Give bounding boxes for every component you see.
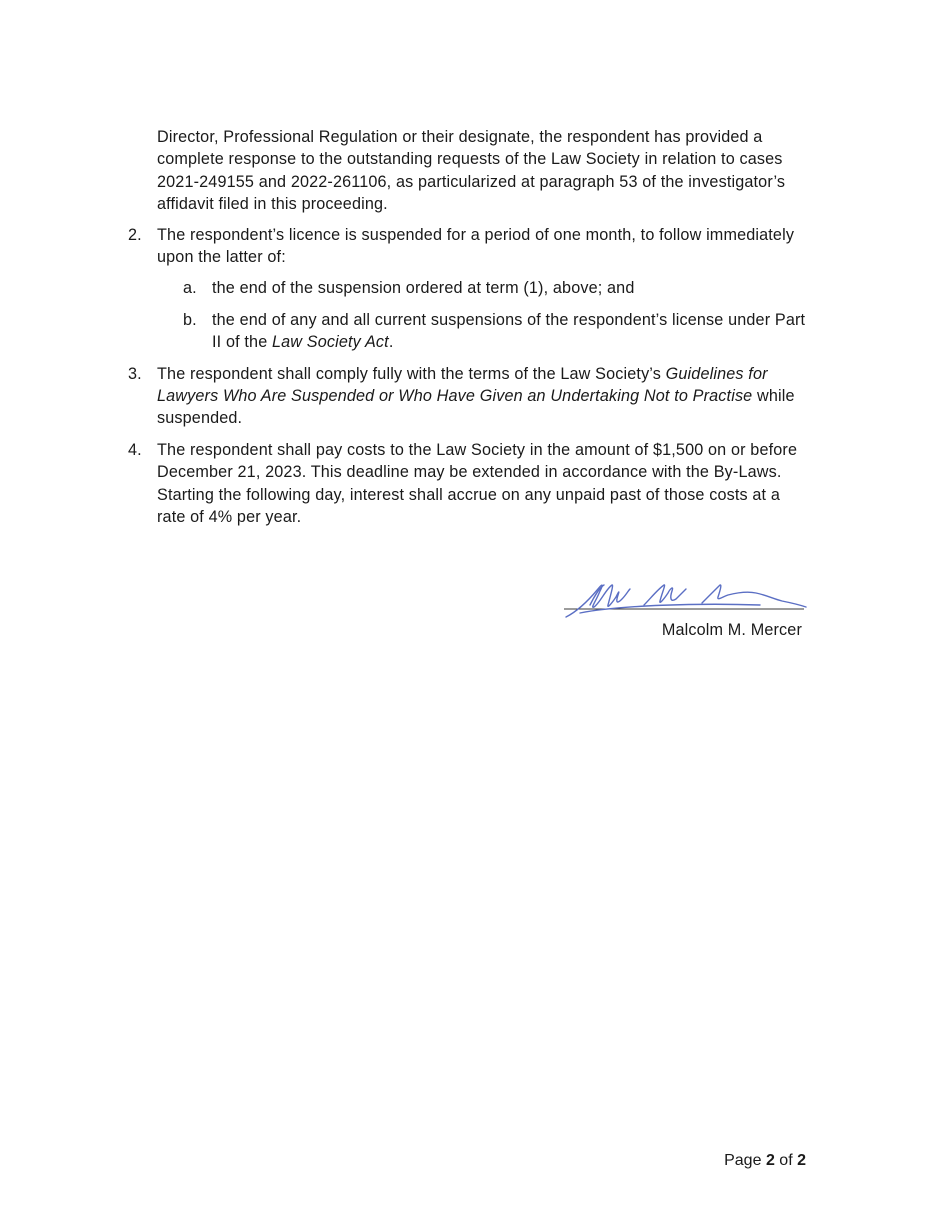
term-text xyxy=(157,363,812,430)
term-number: 3. xyxy=(128,364,142,383)
term-text-plain: The respondent shall comply fully with the terms of the Law Society’s xyxy=(157,364,666,383)
signatory-name: Malcolm M. Mercer xyxy=(661,621,802,639)
statute-title: Law Society Act xyxy=(272,333,389,352)
order-term-4 xyxy=(128,439,812,529)
page-label: Page xyxy=(724,1152,762,1169)
sub-term-a xyxy=(183,277,812,299)
sub-term-letter: a. xyxy=(183,279,197,298)
handwritten-signature xyxy=(560,575,812,623)
term-number: 2. xyxy=(128,225,142,244)
sub-term-text-end: . xyxy=(388,333,394,352)
order-term-2 xyxy=(128,224,812,354)
order-term-3 xyxy=(128,363,812,430)
term-text-end: while suspended. xyxy=(157,387,795,428)
document-body xyxy=(128,126,812,538)
page-number xyxy=(724,1151,806,1171)
sub-term-letter: b. xyxy=(183,310,197,329)
sub-term-b xyxy=(183,309,812,354)
term-text: The respondent’s licence is suspended for a period of one month, to follow immediately upon the latter of: xyxy=(157,225,795,267)
current-page: 2 xyxy=(765,1152,775,1169)
term-text: The respondent shall pay costs to the Law Society in the amount of $1,500 on or before December 21, 2023. This deadline may be extended in accordance with the By-Laws. Starting the following day, interest shall accrue on any unpaid past of those costs at a rate of 4% per year. xyxy=(157,440,798,527)
guidelines-title: Guidelines for Lawyers Who Are Suspended or Who Have Given an Undertaking Not to Practise xyxy=(157,364,768,406)
signature-block xyxy=(560,575,812,645)
continuation-paragraph: Director, Professional Regulation or their designate, the respondent has provided a complete response to the outstanding requests of the Law Society in relation to cases 2021-249155 and 2022-261106, as particularized at paragraph 53 of the investigator’s affidavit filed in this proceeding. xyxy=(157,128,786,214)
sub-term-text xyxy=(212,309,812,354)
total-pages: 2 xyxy=(797,1152,806,1169)
term-number: 4. xyxy=(128,440,142,459)
of-label: of xyxy=(779,1152,793,1169)
signature-ink xyxy=(566,585,806,617)
sub-term-text: the end of the suspension ordered at term (1), above; and xyxy=(212,279,635,298)
sub-term-text-plain: the end of any and all current suspensions of the respondent’s license under Part II of the xyxy=(212,310,806,352)
